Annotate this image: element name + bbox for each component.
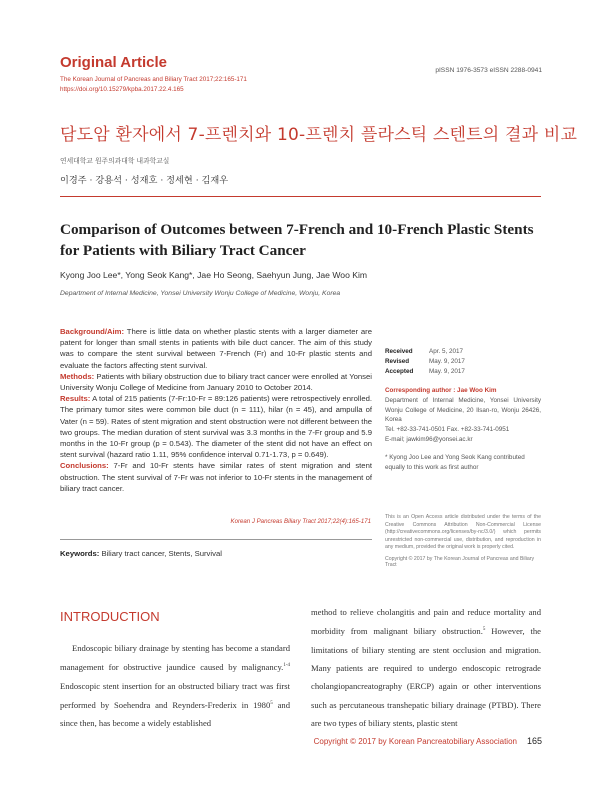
introduction-column-1	[60, 639, 290, 733]
date-label: Accepted	[385, 368, 414, 375]
page-footer	[314, 736, 542, 746]
intro-text: and since then, has become a widely established	[60, 699, 290, 729]
correspondence-address: Department of Internal Medicine, Yonsei University Wonju College of Medicine, 20 Ilsan-ro, Wonju 26426, Korea	[385, 396, 541, 424]
reference-sup: 5	[270, 701, 273, 707]
korean-affiliation: 연세대학교 원주의과대학 내과학교실	[60, 157, 170, 165]
reference-sup: 1-4	[283, 663, 290, 669]
article-dates	[385, 347, 541, 377]
date-value: May. 9, 2017	[429, 358, 465, 365]
page-number: 165	[526, 736, 542, 746]
conclusions-label: Conclusions:	[60, 461, 109, 471]
background-text: There is little data on whether plastic stents with a larger diameter are patent for longer than small stents in patients with bile duct cancer. The aim of this study was to compare the stent survival between 7-French (Fr) and 10-Fr plastic stents and evaluate the factors affecting stent survival.	[60, 327, 372, 370]
abstract	[60, 326, 372, 494]
correspondence-heading: Corresponding author : Jae Woo Kim	[385, 387, 497, 394]
issn: pISSN 1976-3573 eISSN 2288-0941	[435, 67, 542, 74]
date-row-accepted	[385, 367, 541, 377]
results-label: Results:	[60, 394, 91, 404]
correspondence-phone: Tel. +82-33-741-0501 Fax. +82-33-741-0951	[385, 426, 510, 434]
date-label: Revised	[385, 358, 410, 365]
introduction-heading: INTRODUCTION	[60, 609, 160, 624]
intro-text: method to relieve cholangitis and pain and reduce mortality and morbidity from malignant biliary obstruction.	[311, 607, 541, 637]
background-label: Background/Aim:	[60, 327, 125, 336]
keywords-divider	[60, 539, 372, 540]
english-affiliation: Department of Internal Medicine, Yonsei University Wonju College of Medicine, Wonju, Korea	[60, 290, 341, 297]
date-value: Apr. 5, 2017	[429, 348, 463, 355]
intro-text: Endoscopic stent insertion for an obstructed biliary tract was first performed by Soehendra and Reynders-Frederix in 1980	[60, 680, 290, 710]
korean-title: 담도암 환자에서 7-프렌치와 10-프렌치 플라스틱 스텐트의 결과 비교	[60, 125, 578, 145]
reference-sup: 5	[482, 627, 486, 633]
korean-authors: 이경주 · 강용석 · 성재호 · 정세현 · 김재우	[60, 175, 229, 186]
introduction-column-2	[311, 603, 541, 733]
footer-copyright: Copyright © 2017 by Korean Pancreatobiliary Association	[313, 737, 517, 746]
results-text: A total of 215 patients (7-Fr:10-Fr = 89:126 patients) were retrospectively enrolled. The primary tumor sites were common bile duct (n = 111), hilar (n = 45), and ampulla of Vater (n = 59). Rates of stent migration and stent obstruction were not different between the two groups. The median duration of stent survival was 3.3 months in the 7-Fr group and 5.9 months in the 10-Fr group (p = 0.543). The diameter of the stent did not have an effect on stent survival (hazard ratio 1.11, 95% confidence interval 0.71-1.73, p = 0.649).	[60, 394, 372, 460]
journal-copyright: Copyright © 2017 by The Korean Journal of Pancreas and Biliary Tract	[385, 556, 535, 568]
date-row-revised	[385, 357, 541, 367]
methods-label: Methods:	[60, 371, 95, 381]
correspondence	[385, 386, 541, 445]
journal-citation: The Korean Journal of Pancreas and Biliary Tract 2017;22:165-171	[60, 76, 247, 83]
date-value: May. 9, 2017	[429, 368, 465, 375]
article-type: Original Article	[60, 54, 167, 71]
keywords	[60, 549, 222, 558]
intro-text: Endoscopic biliary drainage by stenting has become a standard management for obstructive jaundice caused by malignancy.	[60, 643, 290, 673]
doi-link[interactable]: https://doi.org/10.15279/kpba.2017.22.4.165	[60, 86, 184, 93]
date-row-received	[385, 347, 541, 357]
conclusions-text: 7-Fr and 10-Fr stents have similar rates of stent migration and stent obstruction. The stent survival of 7-Fr was not inferior to 10-Fr stents in the management of biliary tract cancer.	[60, 461, 372, 493]
open-access-statement: This is an Open Access article distributed under the terms of the Creative Commons Attribution Non-Commercial License (http://creativecommons.org/licenses/by-nc/3.0/) which permits unrestricted non-commercial use, distribution, and reproduction in any medium, provided the original work is properly cited.	[385, 514, 541, 551]
correspondence-email[interactable]: E-mail; jawkim96@yonsei.ac.kr	[385, 435, 473, 443]
equal-contribution-note: * Kyong Joo Lee and Yong Seok Kang contributed equally to this work as first author	[385, 454, 525, 471]
keywords-label: Keywords:	[60, 549, 100, 558]
english-title: Comparison of Outcomes between 7-French and 10-French Plastic Stents for Patients with Biliary Tract Cancer	[60, 221, 534, 259]
date-label: Received	[385, 348, 413, 355]
keywords-text: Biliary tract cancer, Stents, Survival	[99, 549, 222, 558]
methods-text: Patients with biliary obstruction due to biliary tract cancer were enrolled at Yonsei University Wonju College of Medicine from January 2010 to October 2014.	[60, 371, 372, 393]
intro-text: However, the limitations of biliary stenting are stent occlusion and migration. Many patients are required to undergo endoscopic retrograde cholangiopancreatography (ERCP) again or other interventions such as percutaneous transhepatic biliary drainage (PTBD). There are two types of biliary stents, plastic stent	[311, 626, 541, 729]
title-divider	[60, 196, 541, 197]
english-authors: Kyong Joo Lee*, Yong Seok Kang*, Jae Ho Seong, Saehyun Jung, Jae Woo Kim	[60, 270, 368, 280]
abstract-citation: Korean J Pancreas Biliary Tract 2017;22(4):165-171	[230, 518, 371, 525]
